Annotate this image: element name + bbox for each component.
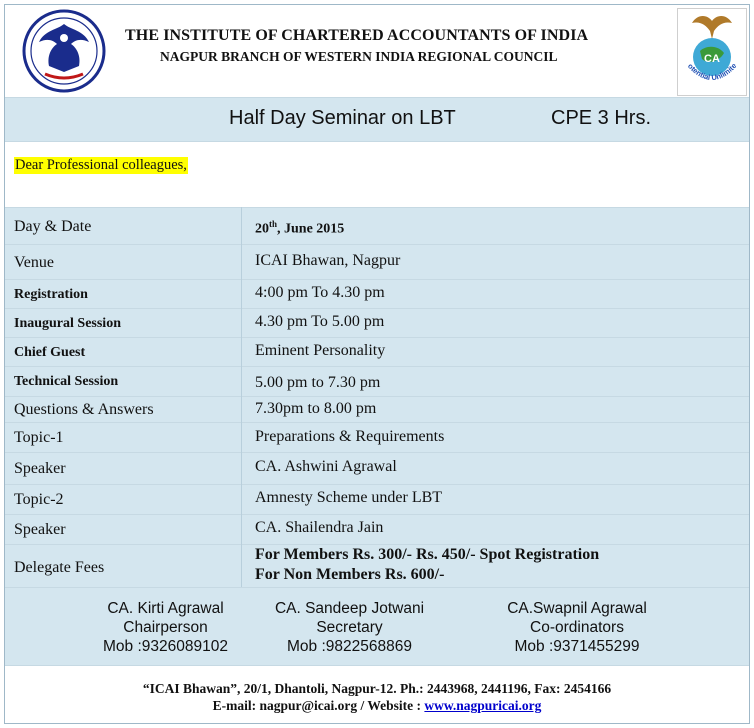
row-value: Amnesty Scheme under LBT (255, 489, 443, 506)
table-row (5, 308, 749, 337)
row-label: Topic-1 (14, 429, 64, 446)
row-value: ICAI Bhawan, Nagpur (255, 252, 401, 269)
table-row (5, 514, 749, 544)
person-name: CA. Kirti Agrawal (107, 600, 224, 617)
person-role: Chairperson (123, 619, 208, 636)
table-row (5, 422, 749, 452)
table-row (5, 244, 749, 279)
row-value: Preparations & Requirements (255, 428, 445, 445)
table-row (5, 366, 749, 396)
row-label: Registration (14, 287, 88, 302)
seminar-title: Half Day Seminar on LBT (229, 107, 456, 129)
coordinators-block (492, 599, 662, 656)
delegate-fees-non-members: For Non Members Rs. 600/- (255, 566, 445, 583)
row-label: Speaker (14, 521, 66, 538)
header (5, 5, 749, 97)
row-label: Delegate Fees (14, 559, 105, 576)
row-label: Speaker (14, 460, 66, 477)
delegate-fees-members: For Members Rs. 300/- Rs. 450/- Spot Registration (255, 546, 600, 563)
table-row (5, 484, 749, 514)
person-mobile: Mob :9822568869 (287, 638, 412, 655)
row-value: Eminent Personality (255, 342, 386, 359)
email-text: E-mail: nagpur@icai.org / Website : (212, 698, 425, 713)
secretary-block (262, 599, 437, 656)
row-value: 4:00 pm To 4.30 pm (255, 284, 385, 301)
title-row (5, 97, 749, 141)
logo-ca-text: CA (704, 53, 720, 65)
table-row (5, 279, 749, 308)
table-row (5, 544, 749, 587)
row-label: Chief Guest (14, 345, 86, 360)
cpe-hours: CPE 3 Hrs. (551, 107, 652, 129)
table-row (5, 207, 749, 244)
person-name: CA.Swapnil Agrawal (507, 600, 647, 617)
branch-name: NAGPUR BRANCH OF WESTERN INDIA REGIONAL COUNCIL (160, 49, 558, 64)
table-row (5, 337, 749, 366)
org-name: THE INSTITUTE OF CHARTERED ACCOUNTANTS OF INDIA (125, 27, 589, 44)
table-row (5, 452, 749, 484)
icai-logo (15, 8, 113, 94)
row-label: Venue (14, 254, 54, 271)
greeting-text: Dear Professional colleagues, (15, 157, 187, 173)
row-value: CA. Shailendra Jain (255, 519, 384, 536)
table-row (5, 396, 749, 422)
row-value-date (255, 219, 344, 238)
committee-row (5, 587, 749, 665)
person-mobile: Mob :9326089102 (103, 638, 228, 655)
logo-tagline: otential Unlimite (685, 61, 739, 83)
row-value: 5.00 pm to 7.30 pm (255, 374, 381, 391)
row-label: Inaugural Session (14, 316, 121, 331)
row-label: Day & Date (14, 218, 92, 235)
row-label: Topic-2 (14, 491, 64, 508)
website-link[interactable]: www.nagpuricai.org (424, 698, 542, 713)
row-value: CA. Ashwini Agrawal (255, 458, 397, 475)
row-label: Technical Session (14, 374, 119, 389)
ca-potential-unlimited-logo (677, 8, 747, 96)
date-day: 20 (255, 221, 269, 237)
contact-line (5, 698, 749, 714)
column-divider (241, 207, 242, 587)
date-suffix: th (269, 219, 278, 229)
person-role: Secretary (316, 619, 383, 636)
person-role: Co-ordinators (530, 619, 624, 636)
address-row (5, 665, 749, 723)
chairperson-block (83, 599, 248, 656)
address-line: “ICAI Bhawan”, 20/1, Dhantoli, Nagpur-12. Ph.: 2443968, 2441196, Fax: 2454166 (142, 681, 612, 696)
row-value: 4.30 pm To 5.00 pm (255, 313, 385, 330)
date-rest: , June 2015 (277, 221, 345, 237)
person-name: CA. Sandeep Jotwani (274, 600, 425, 617)
row-value: 7.30pm to 8.00 pm (255, 400, 377, 417)
greeting-row (5, 141, 749, 207)
person-mobile: Mob :9371455299 (514, 638, 640, 655)
row-label: Questions & Answers (14, 401, 154, 418)
